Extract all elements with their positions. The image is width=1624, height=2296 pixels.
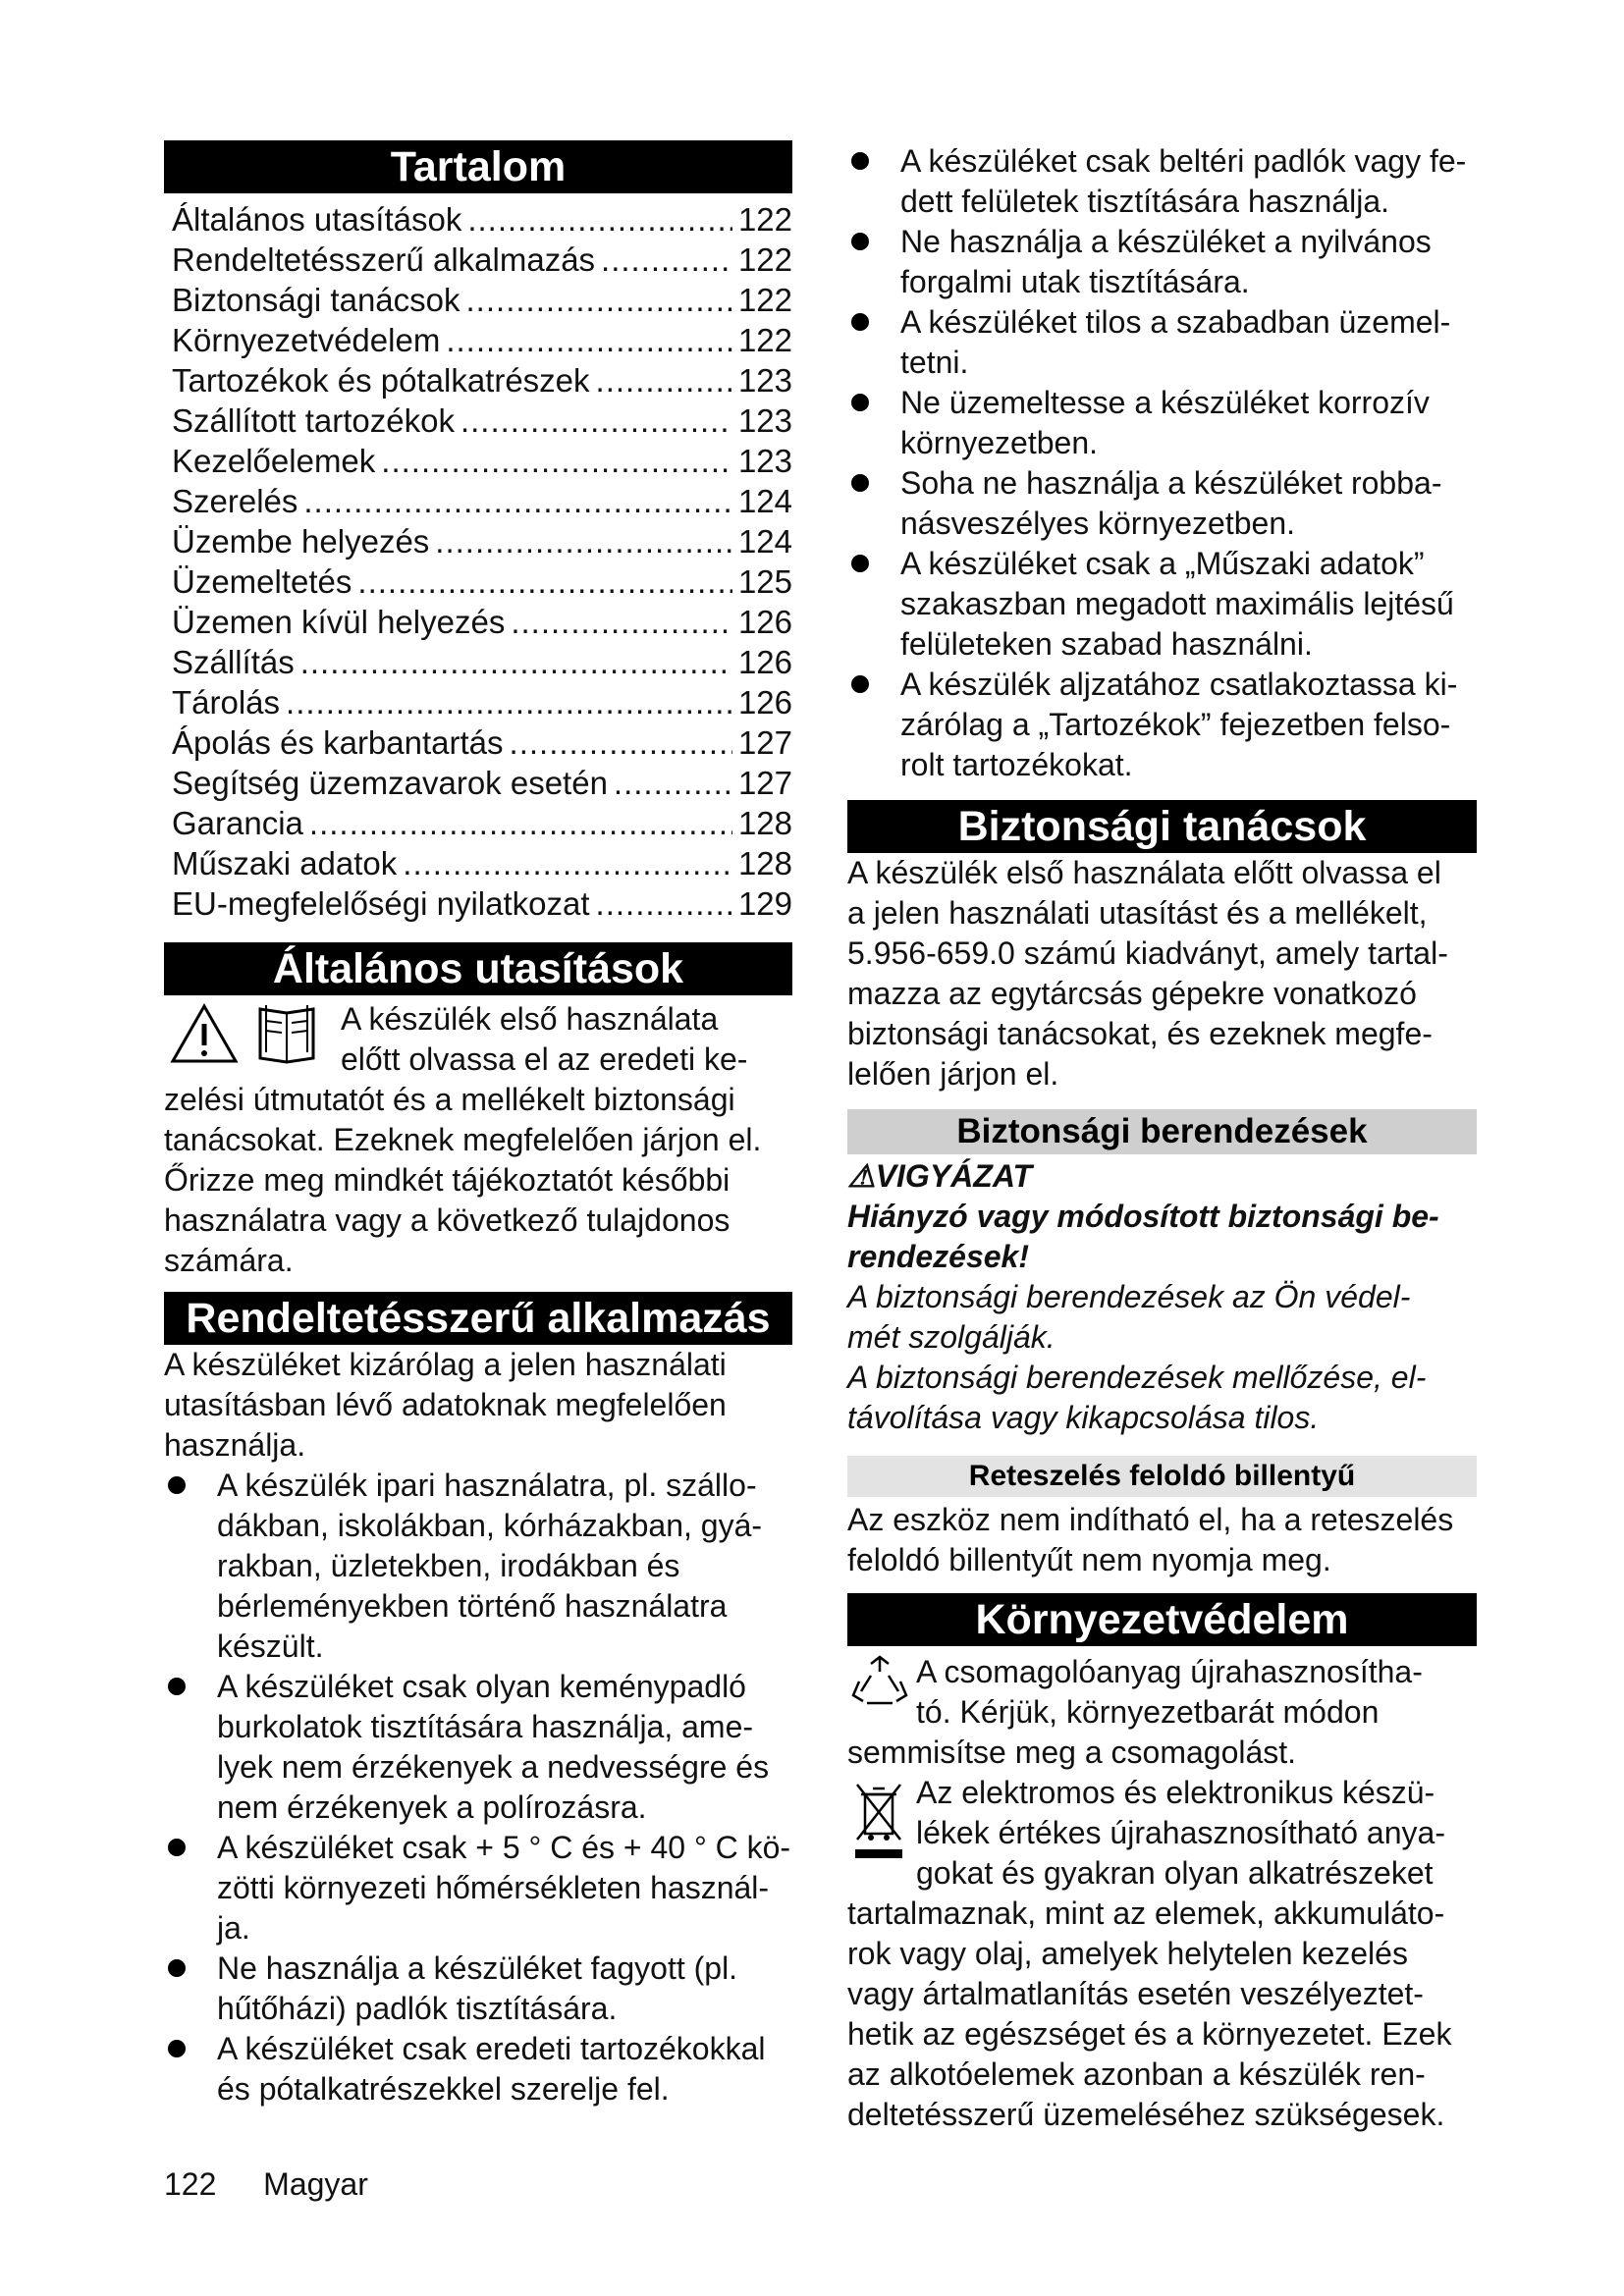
toc-entry-label: Szerelés bbox=[172, 483, 298, 519]
caution-heading: Hiányzó vagy módosított biztonsági be- bbox=[847, 1199, 1439, 1234]
text-line: burkolatok tisztítására használja, ame- bbox=[217, 1709, 754, 1744]
toc-entry bbox=[172, 642, 792, 682]
toc-entry bbox=[172, 883, 792, 924]
toc-entry bbox=[172, 199, 792, 240]
bullet-dot-icon bbox=[168, 2040, 186, 2057]
toc-entry bbox=[172, 843, 792, 883]
toc-entry-page: 125 bbox=[737, 563, 792, 600]
toc-entry-page: 124 bbox=[737, 523, 792, 560]
warning-triangle-icon bbox=[170, 1002, 239, 1065]
list-item bbox=[164, 1667, 792, 1828]
release-key-heading: Reteszelés feloldó billentyű bbox=[847, 1456, 1477, 1497]
toc-entry-page: 123 bbox=[737, 443, 792, 479]
text-line: A készülék első használata előtt olvassa el bbox=[847, 855, 1441, 890]
toc-entry-label: EU-megfelelőségi nyilatkozat bbox=[172, 885, 590, 922]
crossed-bin-icon bbox=[851, 1781, 906, 1861]
toc-entry-page: 128 bbox=[737, 845, 792, 881]
list-item bbox=[164, 1828, 792, 1949]
toc-leader-dots bbox=[403, 843, 732, 883]
toc-entry-page: 124 bbox=[737, 483, 792, 519]
safety-heading: Biztonsági tanácsok bbox=[847, 800, 1477, 853]
text-line: vagy ártalmatlanítás esetén veszélyeztet- bbox=[847, 1976, 1424, 2011]
text-line: A készülék aljzatához csatlakoztassa ki- bbox=[900, 667, 1458, 702]
toc-entry bbox=[172, 240, 792, 280]
toc-leader-dots bbox=[511, 602, 732, 642]
intended-use-heading: Rendeltetésszerű alkalmazás bbox=[164, 1292, 792, 1345]
text-line: tó. Kérjük, környezetbarát módon bbox=[916, 1694, 1380, 1730]
toc-entry bbox=[172, 602, 792, 642]
text-line: lelően járjon el. bbox=[847, 1056, 1059, 1092]
toc-entry bbox=[172, 763, 792, 803]
caution-text: távolítása vagy kikapcsolása tilos. bbox=[847, 1400, 1320, 1435]
toc-entry bbox=[172, 481, 792, 521]
text-line: A készüléket csak + 5 ° C és + 40 ° C kö- bbox=[217, 1830, 791, 1865]
release-key-text bbox=[847, 1500, 1477, 1580]
text-line: mazza az egytárcsás gépekre vonatkozó bbox=[847, 976, 1417, 1011]
text-line: A készüléket csak eredeti tartozékokkal bbox=[217, 2031, 766, 2066]
general-text-rest bbox=[164, 1080, 792, 1281]
bullet-dot-icon bbox=[851, 474, 869, 492]
toc-entry-page: 122 bbox=[737, 201, 792, 238]
list-item bbox=[847, 665, 1477, 785]
text-line: zötti környezeti hőmérsékleten használ- bbox=[217, 1870, 770, 1905]
weee-text-first bbox=[916, 1773, 1477, 1894]
packaging-text-rest bbox=[847, 1733, 1477, 1773]
caution-block bbox=[847, 1156, 1477, 1438]
text-line: előtt olvassa el az eredeti ke- bbox=[341, 1041, 748, 1077]
text-line: hetik az egészséget és a környezetet. Ezek bbox=[847, 2016, 1452, 2052]
toc-entry-page: 126 bbox=[737, 604, 792, 640]
toc-entry bbox=[172, 320, 792, 360]
bullet-dot-icon bbox=[851, 675, 869, 693]
text-line: A készülék első használata bbox=[341, 1001, 719, 1037]
text-line: A készüléket csak beltéri padlók vagy fe- bbox=[900, 143, 1467, 179]
text-line: Ne használja a készüléket fagyott (pl. bbox=[217, 1950, 738, 1986]
toc-leader-dots bbox=[601, 240, 732, 280]
toc-entry-label: Üzemen kívül helyezés bbox=[172, 604, 506, 640]
text-line: felületeken szabad használni. bbox=[900, 626, 1313, 662]
text-line: tanácsokat. Ezeknek megfelelően járjon el. bbox=[164, 1122, 762, 1157]
toc-entry bbox=[172, 682, 792, 722]
list-item bbox=[847, 141, 1477, 222]
toc-entry bbox=[172, 722, 792, 763]
text-line: rolt tartozékokat. bbox=[900, 747, 1133, 782]
toc-leader-dots bbox=[300, 642, 732, 682]
text-line: semmisítse meg a csomagolást. bbox=[847, 1735, 1297, 1770]
text-line: környezetben. bbox=[900, 425, 1099, 460]
text-line: Őrizze meg mindkét tájékoztatót későbbi bbox=[164, 1162, 731, 1198]
packaging-text-first bbox=[916, 1652, 1477, 1733]
toc-leader-dots bbox=[446, 320, 732, 360]
intended-use-intro bbox=[164, 1345, 792, 1466]
toc-entry-label: Ápolás és karbantartás bbox=[172, 724, 504, 761]
toc-entry-label: Kezelőelemek bbox=[172, 443, 376, 479]
toc-entry-label: Szállított tartozékok bbox=[172, 402, 455, 439]
text-line: Soha ne használja a készüléket robba- bbox=[900, 465, 1442, 501]
caution-text: A biztonsági berendezések mellőzése, el- bbox=[847, 1360, 1427, 1395]
text-line: A készüléket csak a „Műszaki adatok” bbox=[900, 546, 1425, 581]
toc-entry-page: 129 bbox=[737, 885, 792, 922]
toc-leader-dots bbox=[596, 883, 732, 924]
list-item bbox=[847, 222, 1477, 302]
bullet-dot-icon bbox=[851, 313, 869, 331]
toc-entry-label: Tartozékok és pótalkatrészek bbox=[172, 362, 590, 399]
toc-entry-page: 127 bbox=[737, 724, 792, 761]
text-line: Az eszköz nem indítható el, ha a reteszelés bbox=[847, 1502, 1454, 1537]
toc-leader-dots bbox=[467, 199, 732, 240]
text-line: szakaszban megadott maximális lejtésű bbox=[900, 586, 1454, 621]
text-line: készült. bbox=[217, 1629, 324, 1664]
caution-heading: rendezések! bbox=[847, 1239, 1029, 1274]
list-item bbox=[847, 302, 1477, 383]
toc-leader-dots bbox=[357, 561, 732, 602]
toc-entry bbox=[172, 521, 792, 561]
text-line: A készüléket tilos a szabadban üzemel- bbox=[900, 304, 1451, 340]
toc-entry-label: Általános utasítások bbox=[172, 201, 462, 238]
list-item bbox=[164, 1466, 792, 1667]
toc-entry bbox=[172, 400, 792, 441]
toc-entry-label: Garancia bbox=[172, 805, 303, 841]
toc-entry-label: Üzemeltetés bbox=[172, 563, 352, 600]
intended-use-bullets bbox=[164, 1466, 792, 2109]
list-item bbox=[164, 2029, 792, 2109]
bullet-dot-icon bbox=[168, 1476, 186, 1494]
toc-entry bbox=[172, 360, 792, 400]
text-line: rok vagy olaj, amelyek helytelen kezelés bbox=[847, 1936, 1408, 1971]
text-line: Ne használja a készüléket a nyilvános bbox=[900, 224, 1432, 259]
text-line: a jelen használati utasítást és a mellékelt, bbox=[847, 895, 1428, 931]
text-line: forgalmi utak tisztítására. bbox=[900, 264, 1250, 299]
text-line: az alkotóelemek azonban a készülék ren- bbox=[847, 2056, 1426, 2092]
toc-entry bbox=[172, 280, 792, 320]
text-line: ja. bbox=[217, 1910, 250, 1946]
list-item bbox=[847, 463, 1477, 544]
list-item bbox=[847, 383, 1477, 463]
language-label: Magyar bbox=[263, 2166, 368, 2202]
text-line: dákban, iskolákban, kórházakban, gyá- bbox=[217, 1508, 763, 1543]
text-line: deltetésszerű üzemeléséhez szükségesek. bbox=[847, 2097, 1445, 2132]
toc-entry-page: 123 bbox=[737, 362, 792, 399]
caution-text: mét szolgálják. bbox=[847, 1319, 1056, 1355]
text-line: násveszélyes környezetben. bbox=[900, 506, 1295, 541]
bullet-dot-icon bbox=[851, 394, 869, 411]
toc-list bbox=[172, 199, 792, 924]
text-line: utasításban lévő adatoknak megfelelően bbox=[164, 1387, 727, 1422]
toc-entry-page: 127 bbox=[737, 765, 792, 801]
text-line: lyek nem érzékenyek a nedvességre és bbox=[217, 1749, 770, 1785]
text-line: A készüléket csak olyan keménypadló bbox=[217, 1669, 746, 1704]
toc-entry-label: Szállítás bbox=[172, 644, 295, 680]
text-line: biztonsági tanácsokat, és ezeknek megfe- bbox=[847, 1016, 1433, 1051]
text-line: tetni. bbox=[900, 345, 969, 380]
toc-leader-dots bbox=[309, 803, 732, 843]
toc-entry-page: 128 bbox=[737, 805, 792, 841]
bullet-dot-icon bbox=[168, 1959, 186, 1977]
text-line: és pótalkatrészekkel szerelje fel. bbox=[217, 2071, 670, 2107]
bullet-dot-icon bbox=[168, 1839, 186, 1856]
text-line: A készülék ipari használatra, pl. szállo- bbox=[217, 1468, 757, 1503]
bullet-dot-icon bbox=[168, 1678, 186, 1695]
toc-entry-page: 122 bbox=[737, 322, 792, 358]
list-item bbox=[847, 544, 1477, 665]
toc-entry-label: Segítség üzemzavarok esetén bbox=[172, 765, 608, 801]
caution-text: A biztonsági berendezések az Ön védel- bbox=[847, 1279, 1411, 1314]
toc-heading: Tartalom bbox=[164, 140, 792, 193]
text-line: zelési útmutatót és a mellékelt biztonsági bbox=[164, 1082, 735, 1117]
text-line: használja. bbox=[164, 1427, 306, 1463]
recycle-icon bbox=[849, 1654, 910, 1711]
text-line: dett felületek tisztítására használja. bbox=[900, 184, 1390, 219]
safety-devices-heading: Biztonsági berendezések bbox=[847, 1109, 1477, 1154]
toc-leader-dots bbox=[596, 360, 732, 400]
text-line: 5.956-659.0 számú kiadványt, amely tartal- bbox=[847, 935, 1448, 971]
toc-leader-dots bbox=[614, 763, 732, 803]
toc-leader-dots bbox=[303, 481, 732, 521]
text-line: hűtőházi) padlók tisztítására. bbox=[217, 1991, 618, 2026]
text-line: bérleményekben történő használatra bbox=[217, 1588, 728, 1624]
text-line: nem érzékenyek a polírozásra. bbox=[217, 1789, 647, 1825]
text-line: Ne üzemeltesse a készüléket korrozív bbox=[900, 385, 1430, 420]
text-line: A csomagolóanyag újrahasznosítha- bbox=[916, 1654, 1423, 1689]
toc-entry bbox=[172, 561, 792, 602]
toc-entry-page: 126 bbox=[737, 644, 792, 680]
text-line: feloldó billentyűt nem nyomja meg. bbox=[847, 1542, 1331, 1577]
toc-entry-label: Biztonsági tanácsok bbox=[172, 282, 460, 318]
toc-entry-label: Műszaki adatok bbox=[172, 845, 398, 881]
text-line: tartalmaznak, mint az elemek, akkumuláto- bbox=[847, 1896, 1445, 1931]
bullet-dot-icon bbox=[851, 555, 869, 572]
toc-entry-label: Tárolás bbox=[172, 684, 281, 721]
weee-text-rest bbox=[847, 1894, 1477, 2135]
text-line: zárólag a „Tartozékok” fejezetben felso- bbox=[900, 707, 1451, 742]
toc-leader-dots bbox=[510, 722, 732, 763]
caution-label: ⚠VIGYÁZAT bbox=[847, 1158, 1033, 1194]
toc-entry-label: Környezetvédelem bbox=[172, 322, 441, 358]
toc-entry-page: 122 bbox=[737, 241, 792, 278]
toc-entry-page: 126 bbox=[737, 684, 792, 721]
toc-entry-label: Rendeltetésszerű alkalmazás bbox=[172, 241, 596, 278]
toc-entry bbox=[172, 803, 792, 843]
text-line: számára. bbox=[164, 1243, 294, 1278]
manual-book-icon bbox=[252, 999, 321, 1068]
general-text-first bbox=[341, 999, 792, 1080]
text-line: Az elektromos és elektronikus készü- bbox=[916, 1775, 1435, 1810]
toc-leader-dots bbox=[460, 400, 732, 441]
toc-entry-label: Üzembe helyezés bbox=[172, 523, 430, 560]
text-line: rakban, üzletekben, irodákban és bbox=[217, 1548, 680, 1583]
toc-leader-dots bbox=[381, 441, 732, 481]
toc-leader-dots bbox=[466, 280, 732, 320]
text-line: használatra vagy a következő tulajdonos bbox=[164, 1202, 731, 1238]
bullet-dot-icon bbox=[851, 152, 869, 170]
text-line: gokat és gyakran olyan alkatrészeket bbox=[916, 1855, 1434, 1891]
toc-leader-dots bbox=[286, 682, 732, 722]
list-item bbox=[164, 1949, 792, 2029]
intended-use-bullets-continued bbox=[847, 141, 1477, 785]
page-footer bbox=[164, 2164, 368, 2204]
text-line: lékek értékes újrahasznosítható anya- bbox=[916, 1815, 1445, 1850]
toc-leader-dots bbox=[435, 521, 732, 561]
environment-heading: Környezetvédelem bbox=[847, 1593, 1477, 1646]
page-number: 122 bbox=[164, 2166, 217, 2202]
text-line: A készüléket kizárólag a jelen használati bbox=[164, 1347, 727, 1382]
toc-entry-page: 123 bbox=[737, 402, 792, 439]
bullet-dot-icon bbox=[851, 233, 869, 250]
toc-entry bbox=[172, 441, 792, 481]
toc-entry-page: 122 bbox=[737, 282, 792, 318]
general-heading: Általános utasítások bbox=[164, 942, 792, 995]
safety-text bbox=[847, 853, 1477, 1095]
